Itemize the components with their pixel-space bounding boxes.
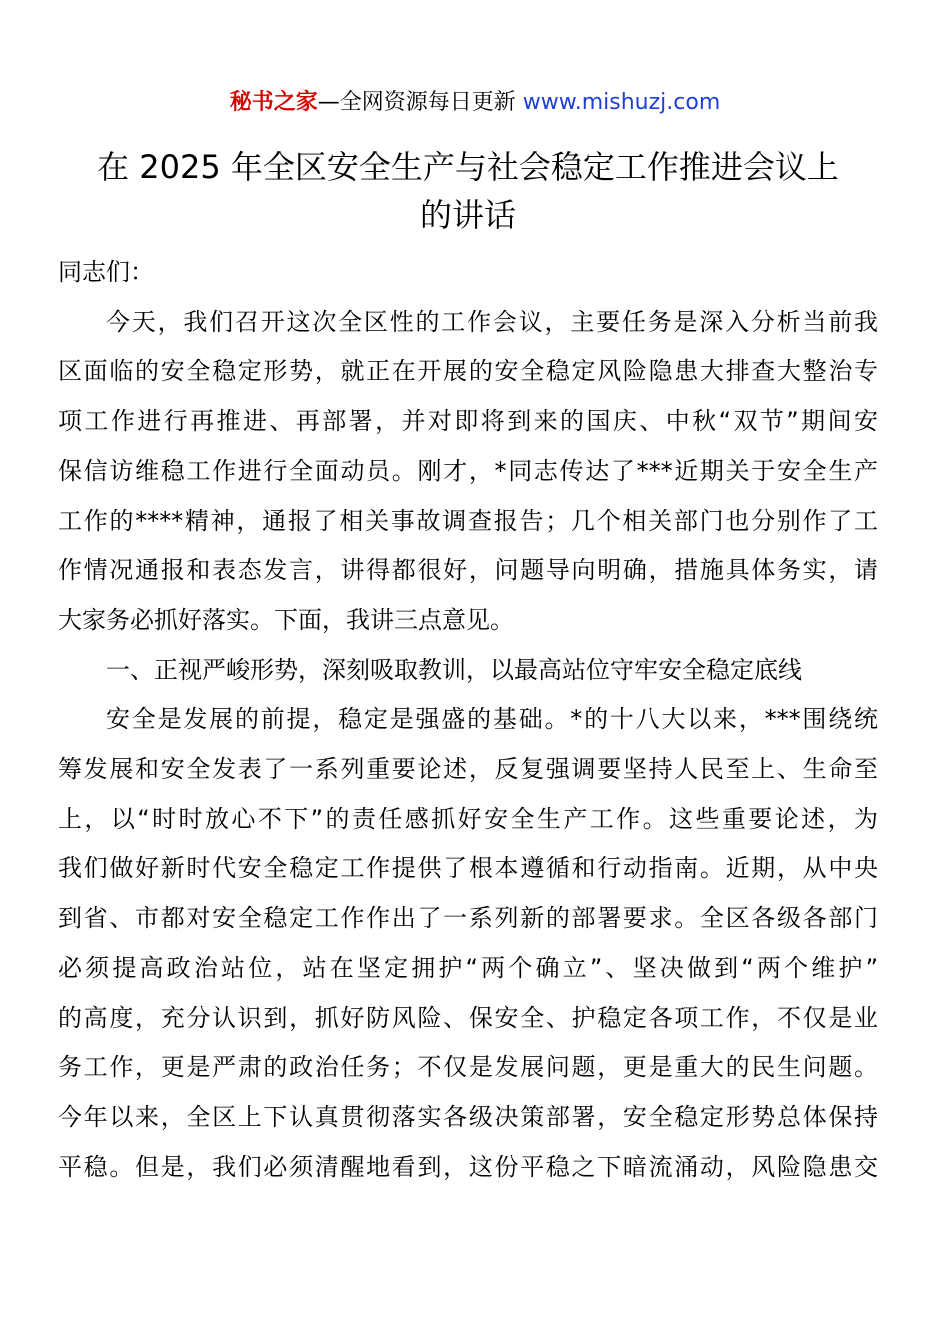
section-heading-text: 一、正视严峻形势，深刻吸取教训，以最高站位守牢安全稳定底线 <box>106 655 802 684</box>
paragraph-1 <box>58 298 878 646</box>
paragraph-line: 保信访维稳工作进行全面动员。刚才，*同志传达了***近期关于安全生产 <box>58 456 878 485</box>
paragraph-line: 安全是发展的前提，稳定是强盛的基础。*的十八大以来，***围绕统 <box>106 705 878 734</box>
paragraph-line: 今天，我们召开这次全区性的工作会议，主要任务是深入分析当前我 <box>106 307 878 336</box>
banner-slogan: —全网资源每日更新 <box>317 90 516 115</box>
paragraph-line: 筹发展和安全发表了一系列重要论述，反复强调要坚持人民至上、生命至 <box>58 755 878 784</box>
document-title <box>58 143 878 239</box>
banner-brand: 秘书之家 <box>229 90 318 115</box>
paragraph-line: 工作的****精神，通报了相关事故调查报告；几个相关部门也分别作了工 <box>58 506 878 535</box>
paragraph-line: 项工作进行再推进、再部署，并对即将到来的国庆、中秋“双节”期间安 <box>58 407 878 436</box>
paragraph-line: 上，以“时时放心不下”的责任感抓好安全生产工作。这些重要论述，为 <box>58 804 878 833</box>
banner-site-link[interactable]: www.mishuzj.com <box>522 90 721 115</box>
paragraph-line: 今年以来，全区上下认真贯彻落实各级决策部署，安全稳定形势总体保持 <box>58 1102 878 1131</box>
document-body <box>58 248 878 1192</box>
paragraph-line: 作情况通报和表态发言，讲得都很好，问题导向明确，措施具体务实，请 <box>58 556 878 585</box>
site-banner <box>0 86 950 120</box>
title-line-1: 在 2025 年全区安全生产与社会稳定工作推进会议上 <box>97 148 839 186</box>
paragraph-2 <box>58 695 878 1192</box>
paragraph-line: 大家务必抓好落实。下面，我讲三点意见。 <box>58 605 514 634</box>
paragraph-line: 的高度，充分认识到，抓好防风险、保安全、护稳定各项工作，不仅是业 <box>58 1003 878 1032</box>
section-heading-1 <box>58 646 878 696</box>
paragraph-line: 必须提高政治站位，站在坚定拥护“两个确立”、坚决做到“两个维护” <box>58 953 878 982</box>
salutation: 同志们： <box>58 258 154 286</box>
paragraph-line: 我们做好新时代安全稳定工作提供了根本遵循和行动指南。近期，从中央 <box>58 854 878 883</box>
title-line-2: 的讲话 <box>419 196 516 234</box>
paragraph-line: 区面临的安全稳定形势，就正在开展的安全稳定风险隐患大排查大整治专 <box>58 357 878 386</box>
paragraph-line: 到省、市都对安全稳定工作作出了一系列新的部署要求。全区各级各部门 <box>58 904 878 933</box>
paragraph-line: 平稳。但是，我们必须清醒地看到，这份平稳之下暗流涌动，风险隐患交 <box>58 1152 878 1181</box>
paragraph-line: 务工作，更是严肃的政治任务；不仅是发展问题，更是重大的民生问题。 <box>58 1053 878 1082</box>
